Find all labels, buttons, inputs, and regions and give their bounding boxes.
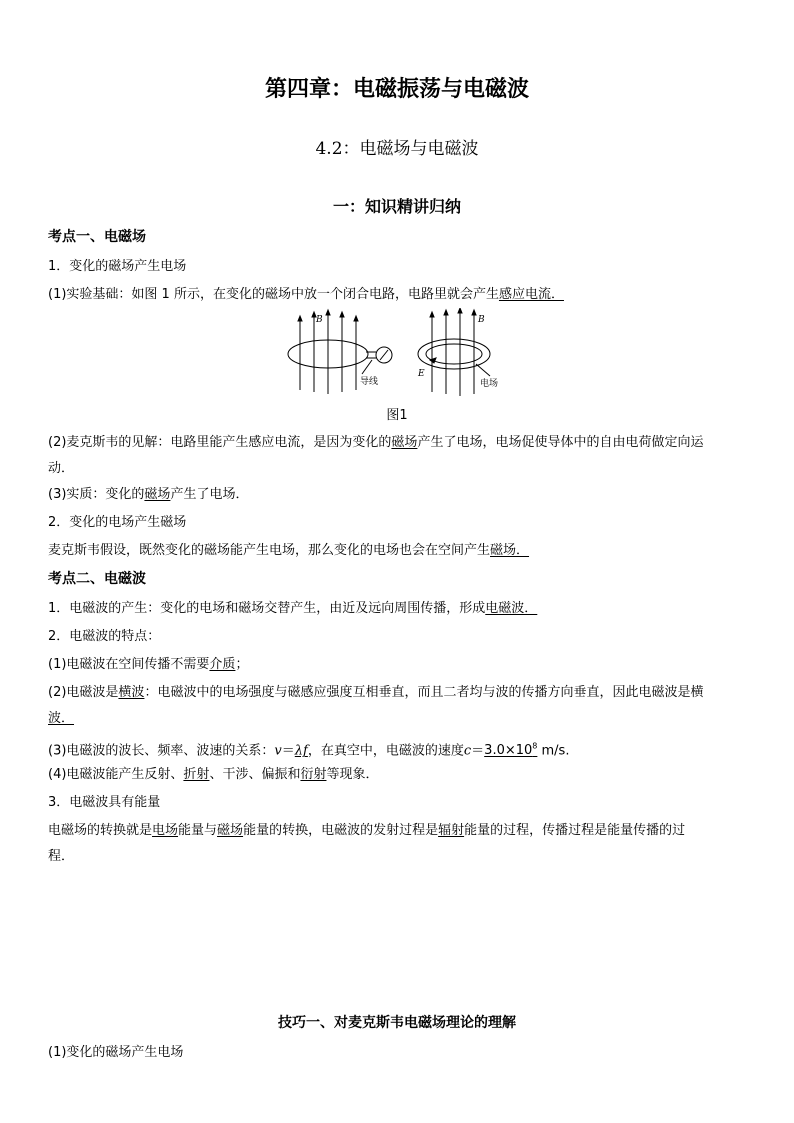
kp1-item1-p2-line1 bbox=[48, 430, 748, 456]
text: (1)电磁波在空间传播不需要 bbox=[48, 657, 210, 672]
kp2-item2-p4 bbox=[48, 762, 748, 788]
answer-blank bbox=[484, 743, 537, 758]
text: 、干涉、偏振和 bbox=[209, 767, 301, 782]
text: 能量与 bbox=[178, 823, 218, 838]
answer-blank: 辐射 bbox=[438, 823, 465, 838]
tips-title: 技巧一、对麦克斯韦电磁场理论的理解 bbox=[278, 1015, 516, 1031]
var-v: v bbox=[274, 743, 282, 759]
answer-blank: 磁场 bbox=[217, 823, 244, 838]
answer-blank: 衍射 bbox=[300, 767, 327, 782]
kp1-heading: 考点一、电磁场 bbox=[48, 229, 146, 245]
answer-blank: 折射 bbox=[183, 767, 210, 782]
text: (2)电磁波是 bbox=[48, 685, 119, 700]
kp1-item1-p1 bbox=[48, 282, 748, 308]
text: (2)麦克斯韦的见解：电路里能产生感应电流，是因为变化的 bbox=[48, 435, 392, 450]
text: (3)电磁波的波长、频率、波速的关系： bbox=[48, 743, 275, 759]
label-e: E bbox=[418, 369, 425, 379]
figure-1-diagram bbox=[280, 308, 520, 398]
kp2-item1 bbox=[48, 596, 748, 622]
kp2-item2-p1 bbox=[48, 652, 748, 678]
text: 产生了电场． bbox=[170, 487, 249, 502]
answer-blank: 磁场． bbox=[490, 543, 530, 558]
answer-blank: 横波 bbox=[118, 685, 145, 700]
kp2-item3-line1 bbox=[48, 818, 748, 844]
text: 产生了电场，电场促使导体中的自由电荷做定向运 bbox=[417, 435, 704, 450]
answer-blank: 波． bbox=[48, 711, 75, 726]
kp2-item2-p2-line2 bbox=[48, 706, 748, 732]
text: ，在真空中，电磁波的速度 bbox=[307, 743, 464, 759]
answer-blank: 磁场 bbox=[144, 487, 171, 502]
kp1-item1-title: 1．变化的磁场产生电场 bbox=[48, 259, 187, 274]
answer-blank: 电场 bbox=[152, 823, 179, 838]
label-b-left: B bbox=[316, 315, 323, 325]
label-wire: 导线 bbox=[360, 377, 379, 387]
answer-blank: 介质 bbox=[209, 657, 236, 672]
text: 麦克斯韦假设，既然变化的磁场能产生电场，那么变化的电场也会在空间产生 bbox=[48, 543, 491, 558]
text: ； bbox=[235, 657, 249, 672]
answer-blank: 感应电流． bbox=[498, 287, 564, 302]
kp1-item2-title: 2．变化的电场产生磁场 bbox=[48, 515, 187, 530]
var-c: c bbox=[463, 743, 472, 759]
text: 3.0×10 bbox=[484, 743, 533, 759]
answer-blank: λf bbox=[294, 743, 308, 759]
text: (3)实质：变化的 bbox=[48, 487, 145, 502]
kp1-item1-p2-line2: 动． bbox=[48, 461, 75, 476]
kp2-item3-line2: 程． bbox=[48, 849, 75, 864]
part-title: 一：知识精讲归纳 bbox=[332, 197, 461, 216]
text: ：电磁波中的电场强度与磁感应强度互相垂直，而且二者均与波的传播方向垂直，因此电磁波是横 bbox=[144, 685, 704, 700]
kp2-item2-p2-line1 bbox=[48, 680, 748, 706]
kp2-item2-title: 2．电磁波的特点： bbox=[48, 629, 161, 644]
kp2-item2-p3 bbox=[48, 734, 748, 764]
text: (4)电磁波能产生反射、 bbox=[48, 767, 184, 782]
answer-blank: 电磁波． bbox=[485, 601, 538, 616]
section-title: 4.2：电磁场与电磁波 bbox=[315, 139, 479, 159]
tips-item1: (1)变化的磁场产生电场 bbox=[48, 1045, 184, 1060]
label-field: 电场 bbox=[480, 379, 499, 389]
answer-blank: 磁场 bbox=[391, 435, 418, 450]
text: 1．电磁波的产生：变化的电场和磁场交替产生，由近及远向周围传播，形成 bbox=[48, 601, 486, 616]
chapter-title: 第四章：电磁振荡与电磁波 bbox=[264, 77, 529, 102]
text: 能量的转换，电磁波的发射过程是 bbox=[243, 823, 439, 838]
figure-1-caption: 图1 bbox=[386, 408, 408, 423]
text: 电磁场的转换就是 bbox=[48, 823, 153, 838]
kp2-item3-title: 3．电磁波具有能量 bbox=[48, 795, 161, 810]
text: m/s. bbox=[537, 743, 570, 759]
text: (1)实验基础：如图 1 所示，在变化的磁场中放一个闭合电路，电路里就会产生 bbox=[48, 287, 499, 302]
exponent: 8 bbox=[532, 742, 538, 751]
label-b-right: B bbox=[478, 315, 485, 325]
text: ＝ bbox=[471, 743, 485, 759]
text: 等现象． bbox=[326, 767, 379, 782]
kp1-item1-p3 bbox=[48, 482, 748, 508]
text: ＝ bbox=[281, 743, 295, 759]
kp2-heading: 考点二、电磁波 bbox=[48, 571, 146, 587]
kp1-item2-p1 bbox=[48, 538, 748, 564]
text: 能量的过程，传播过程是能量传播的过 bbox=[464, 823, 686, 838]
